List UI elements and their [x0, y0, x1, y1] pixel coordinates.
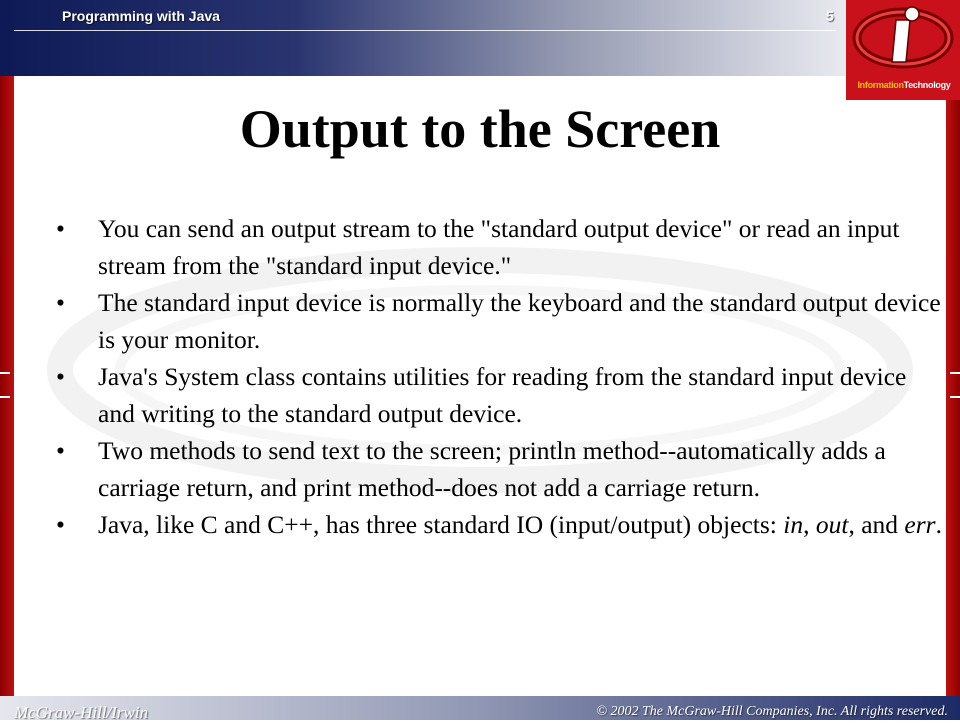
bullet-text: Java's System class contains utilities for reading from the standard input device and writing to the standard output device.: [98, 362, 907, 428]
bullet-text: You can send an output stream to the "standard output device" or read an input stream from the "standard input device.": [98, 214, 900, 280]
bullet-dot: •: [56, 436, 65, 465]
bullet-dot: •: [56, 362, 65, 391]
object-out: out: [815, 510, 849, 539]
bullet-item: [56, 506, 946, 543]
bullet-text: The standard input device is normally the keyboard and the standard output device is your monitor.: [98, 288, 941, 354]
separator: ,: [803, 510, 816, 539]
object-in: in: [783, 510, 804, 539]
object-err: err: [904, 510, 936, 539]
slide-number: 5: [826, 8, 834, 24]
separator: , and: [848, 510, 905, 539]
left-edge-mark: [0, 372, 10, 374]
logo-icon: [846, 0, 960, 80]
bullet-text-suffix: .: [935, 510, 942, 539]
bullet-dot: •: [56, 288, 65, 317]
bullet-item: [56, 284, 946, 358]
information-technology-logo: [846, 0, 960, 100]
bullet-list: [56, 210, 946, 543]
footer-bar: [0, 696, 960, 720]
header-bar: [0, 0, 846, 76]
copyright-notice: © 2002 The McGraw-Hill Companies, Inc. All rights reserved.: [596, 704, 948, 719]
publisher-name: McGraw-Hill/Irwin: [14, 703, 149, 722]
bullet-item: [56, 210, 946, 284]
bullet-item: [56, 432, 946, 506]
course-title: Programming with Java: [62, 8, 220, 24]
right-border: [946, 100, 960, 696]
header-divider: [14, 30, 836, 31]
left-edge-mark: [0, 396, 10, 398]
logo-wordmark: InformationTechnology: [857, 80, 951, 90]
bullet-item: [56, 358, 946, 432]
left-border-top: [0, 0, 14, 76]
right-edge-mark: [950, 372, 960, 374]
bullet-text: [98, 510, 942, 539]
left-border: [0, 76, 14, 696]
bullet-dot: •: [56, 510, 65, 539]
bullet-dot: •: [56, 214, 65, 243]
right-edge-mark: [950, 396, 960, 398]
bullet-text: Two methods to send text to the screen; println method--automatically adds a carriage return, and print method--does not add a carriage return.: [98, 436, 886, 502]
bullet-text-prefix: Java, like C and C++, has three standard IO (input/output) objects:: [98, 510, 784, 539]
slide-title: Output to the Screen: [239, 99, 721, 159]
